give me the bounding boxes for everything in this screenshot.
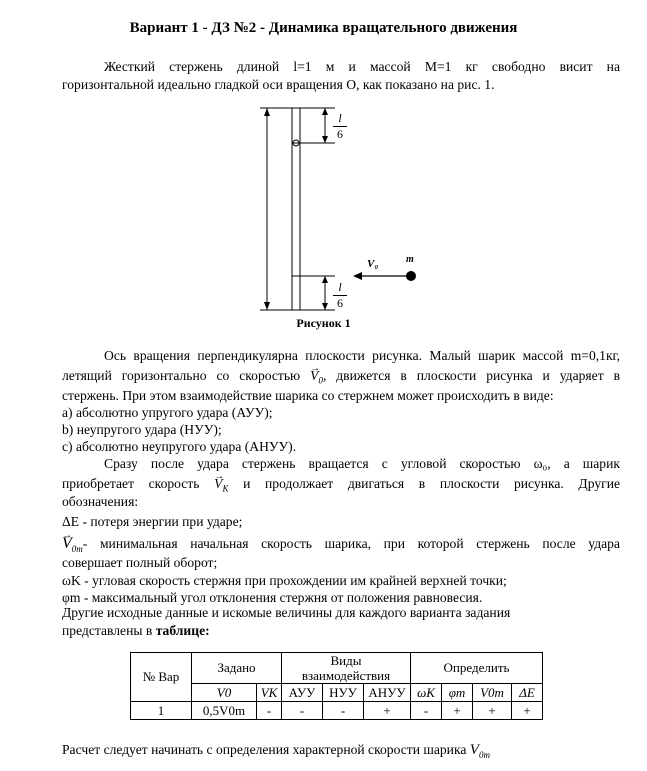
other-data-pre: представлены в bbox=[62, 623, 156, 638]
v-letter: V bbox=[62, 535, 72, 552]
variant-table bbox=[130, 652, 543, 720]
table-cell: 1 bbox=[131, 702, 192, 720]
col-wk: ωK bbox=[411, 684, 442, 702]
delta-e-def: ΔE - потеря энергии при ударе; bbox=[62, 514, 243, 529]
upper-fraction-den: 6 bbox=[333, 126, 347, 142]
table-cell: + bbox=[512, 702, 543, 720]
table-cell: - bbox=[257, 702, 282, 720]
para2-line2-post: и продолжает двигаться в плоскости рисунка. Другие bbox=[243, 476, 621, 491]
v-letter: V bbox=[310, 368, 319, 383]
figure-caption: Рисунок 1 bbox=[296, 316, 351, 330]
footer-line bbox=[62, 740, 620, 765]
col-v0m: V0m bbox=[473, 684, 512, 702]
col-nuu: НУУ bbox=[323, 684, 364, 702]
table-cell: + bbox=[442, 702, 473, 720]
table-word: таблице: bbox=[155, 623, 210, 638]
page-title: Вариант 1 - ДЗ №2 - Динамика вращательного движения bbox=[129, 20, 518, 36]
para1-line2-pre: летящий горизонтально со скоростью bbox=[62, 368, 301, 383]
table-cell: 0,5V0m bbox=[192, 702, 257, 720]
table-cell: + bbox=[473, 702, 512, 720]
table-cell: - bbox=[323, 702, 364, 720]
header-types-line1: Виды bbox=[330, 653, 362, 668]
other-data-line1: Другие исходные данные и искомые величины для каждого варианта задания bbox=[62, 605, 511, 620]
footer-v0m-symbol bbox=[470, 742, 490, 758]
para2-line2-pre: приобретает скорость bbox=[62, 476, 200, 491]
header-find: Определить bbox=[411, 653, 543, 684]
para2-line3: обозначения: bbox=[62, 494, 139, 509]
table-cell: + bbox=[364, 702, 411, 720]
lower-fraction-den: 6 bbox=[333, 295, 347, 311]
list-item-c: c) абсолютно неупругого удара (АНУУ). bbox=[62, 439, 297, 454]
v-sub: K bbox=[222, 483, 229, 494]
table-cell: - bbox=[282, 702, 323, 720]
v-sub: 0m bbox=[71, 544, 83, 555]
wk-def: ωK - угловая скорость стержня при прохождении им крайней верхней точки; bbox=[62, 573, 507, 588]
v-letter: V bbox=[469, 742, 479, 758]
v0m-def-line2: совершает полный оборот; bbox=[62, 555, 218, 570]
v-letter: V bbox=[214, 476, 223, 491]
table-cell: - bbox=[411, 702, 442, 720]
v0m-symbol bbox=[62, 535, 83, 555]
lower-fraction-num: l bbox=[338, 280, 342, 294]
footer-text: Расчет следует начинать с определения характерной скорости шарика bbox=[62, 742, 470, 757]
phim-def: φm - максимальный угол отклонения стержня от положения равновесия. bbox=[62, 590, 483, 605]
header-given: Задано bbox=[192, 653, 282, 684]
v0m-def-text: - минимальная начальная скорость шарика, при которой стержень после удара bbox=[82, 536, 620, 551]
other-data-line2 bbox=[62, 621, 620, 640]
v0-symbol bbox=[310, 368, 323, 386]
ball-mass-label: m bbox=[406, 254, 414, 265]
upper-fraction-num: l bbox=[338, 111, 342, 125]
para2-line1: Сразу после удара стержень вращается с угловой скоростью ω₀, а шарик bbox=[104, 456, 620, 471]
col-phim: φm bbox=[442, 684, 473, 702]
velocity-v0-label: V₀ bbox=[367, 258, 379, 270]
upper-fraction bbox=[333, 111, 347, 142]
col-auu: АУУ bbox=[282, 684, 323, 702]
para1-line2-post: , движется в плоскости рисунка и ударяет в bbox=[322, 368, 620, 383]
para1-line1: Ось вращения перпендикулярна плоскости рисунка. Малый шарик массой m=0,1кг, bbox=[104, 348, 620, 363]
header-variant: № Вар bbox=[131, 653, 192, 702]
intro-line-2: горизонтальной идеально гладкой оси вращения O, как показано на рис. 1. bbox=[62, 77, 495, 92]
col-vk: VK bbox=[257, 684, 282, 702]
col-v0: V0 bbox=[192, 684, 257, 702]
col-anuu: АНУУ bbox=[364, 684, 411, 702]
lower-fraction bbox=[333, 280, 347, 311]
header-interaction-types bbox=[282, 653, 411, 684]
vk-symbol bbox=[214, 476, 229, 494]
para1-line3: стержень. При этом взаимодействие шарика со стержнем может происходить в виде: bbox=[62, 388, 554, 403]
col-delta-e: ΔE bbox=[512, 684, 543, 702]
intro-line-1: Жесткий стержень длиной l=1 м и массой M=1 кг свободно висит на bbox=[104, 59, 620, 74]
v-sub: 0m bbox=[478, 750, 490, 760]
list-item-a: a) абсолютно упругого удара (АУУ); bbox=[62, 405, 273, 420]
v-sub: 0 bbox=[318, 375, 323, 386]
header-types-line2: взаимодействия bbox=[301, 668, 391, 683]
list-item-b: b) неупругого удара (НУУ); bbox=[62, 422, 222, 437]
